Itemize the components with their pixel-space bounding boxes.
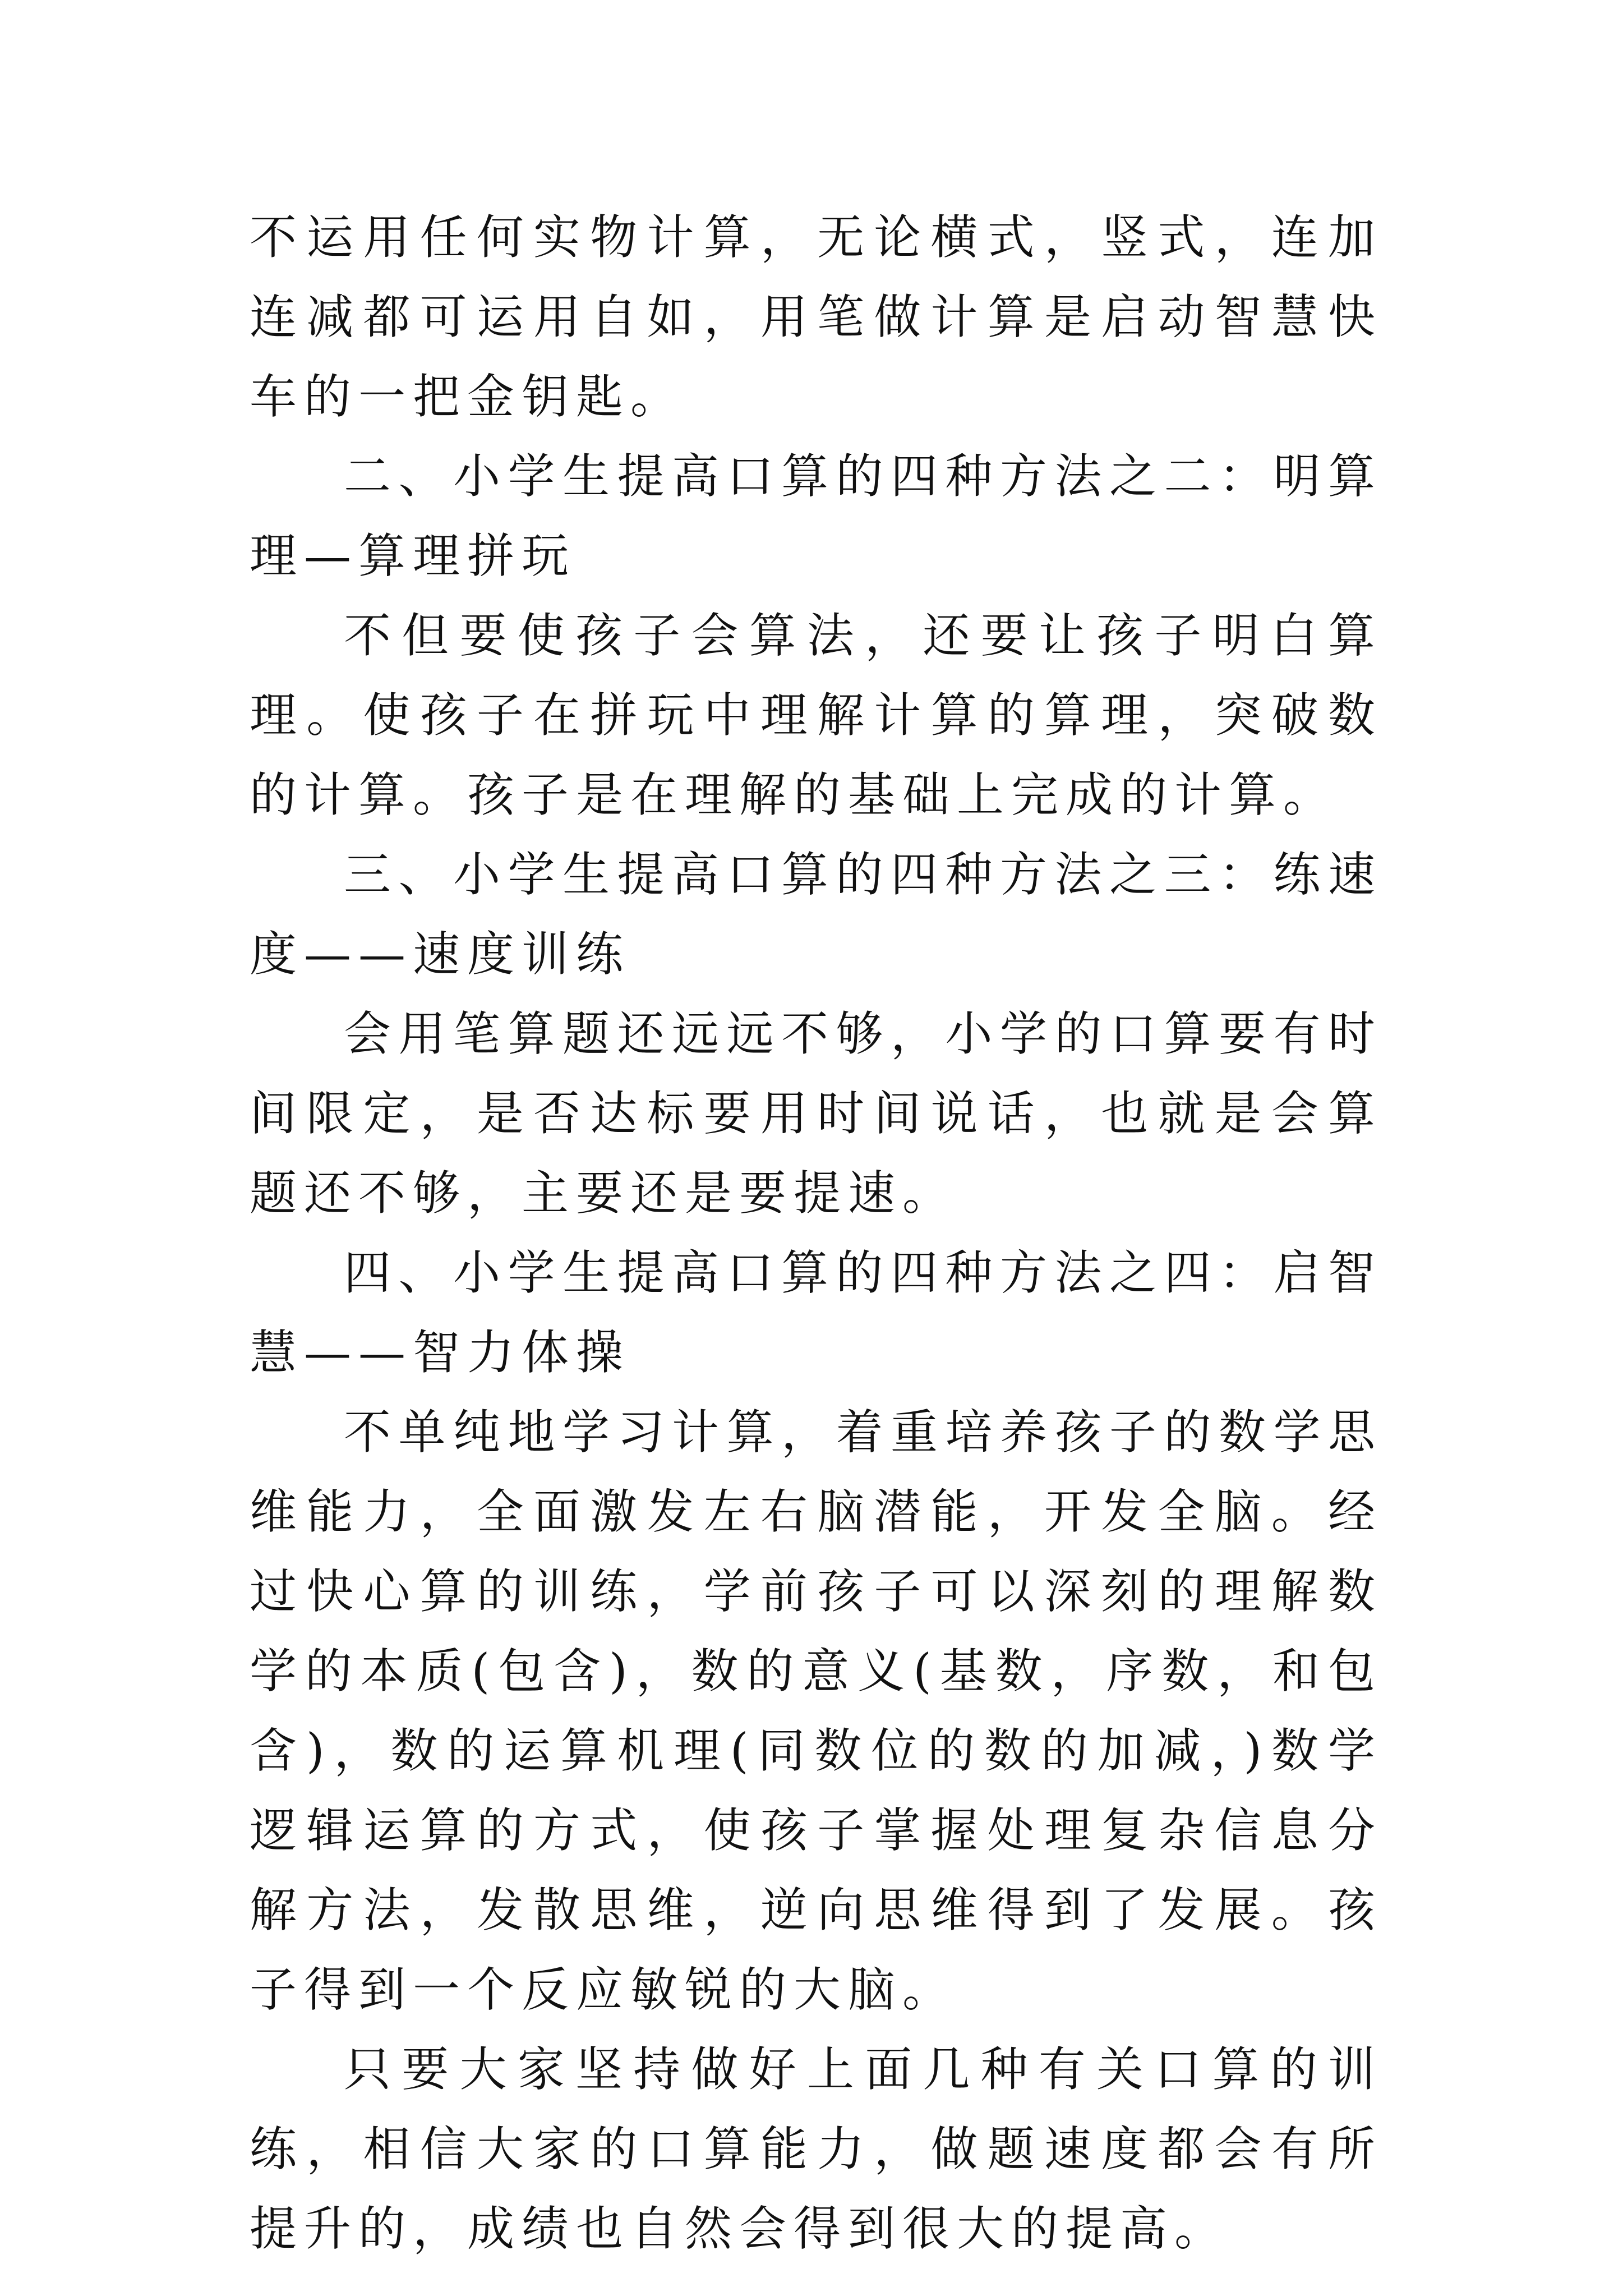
section-heading-2: 二、小学生提高口算的四种方法之二：明算理—算理拼玩 [250, 449, 1382, 583]
paragraph-conclusion: 只要大家坚持做好上面几种有关口算的训练，相信大家的口算能力，做题速度都会有所提升的，成绩也自然会得到很大的提高。 [250, 2042, 1382, 2256]
document-body [250, 197, 1382, 2269]
section-heading-3: 三、小学生提高口算的四种方法之三：练速度——速度训练 [250, 847, 1382, 982]
section-heading-4: 四、小学生提高口算的四种方法之四：启智慧——智力体操 [250, 1245, 1382, 1380]
paragraph-section-4: 不单纯地学习计算，着重培养孩子的数学思维能力，全面激发左右脑潜能，开发全脑。经过快心算的训练，学前孩子可以深刻的理解数学的本质(包含)，数的意义(基数，序数，和包含)，数的运算机理(同数位的数的加减，)数学逻辑运算的方式，使孩子掌握处理复杂信息分解方法，发散思维，逆向思维得到了发展。孩子得到一个反应敏锐的大脑。 [250, 1405, 1382, 2017]
paragraph-continuation: 不运用任何实物计算，无论横式，竖式，连加连减都可运用自如，用笔做计算是启动智慧快车的一把金钥匙。 [250, 210, 1382, 424]
paragraph-section-3: 会用笔算题还远远不够，小学的口算要有时间限定，是否达标要用时间说话，也就是会算题还不够，主要还是要提速。 [250, 1006, 1382, 1221]
paragraph-section-2: 不但要使孩子会算法，还要让孩子明白算理。使孩子在拼玩中理解计算的算理，突破数的计算。孩子是在理解的基础上完成的计算。 [250, 608, 1382, 822]
